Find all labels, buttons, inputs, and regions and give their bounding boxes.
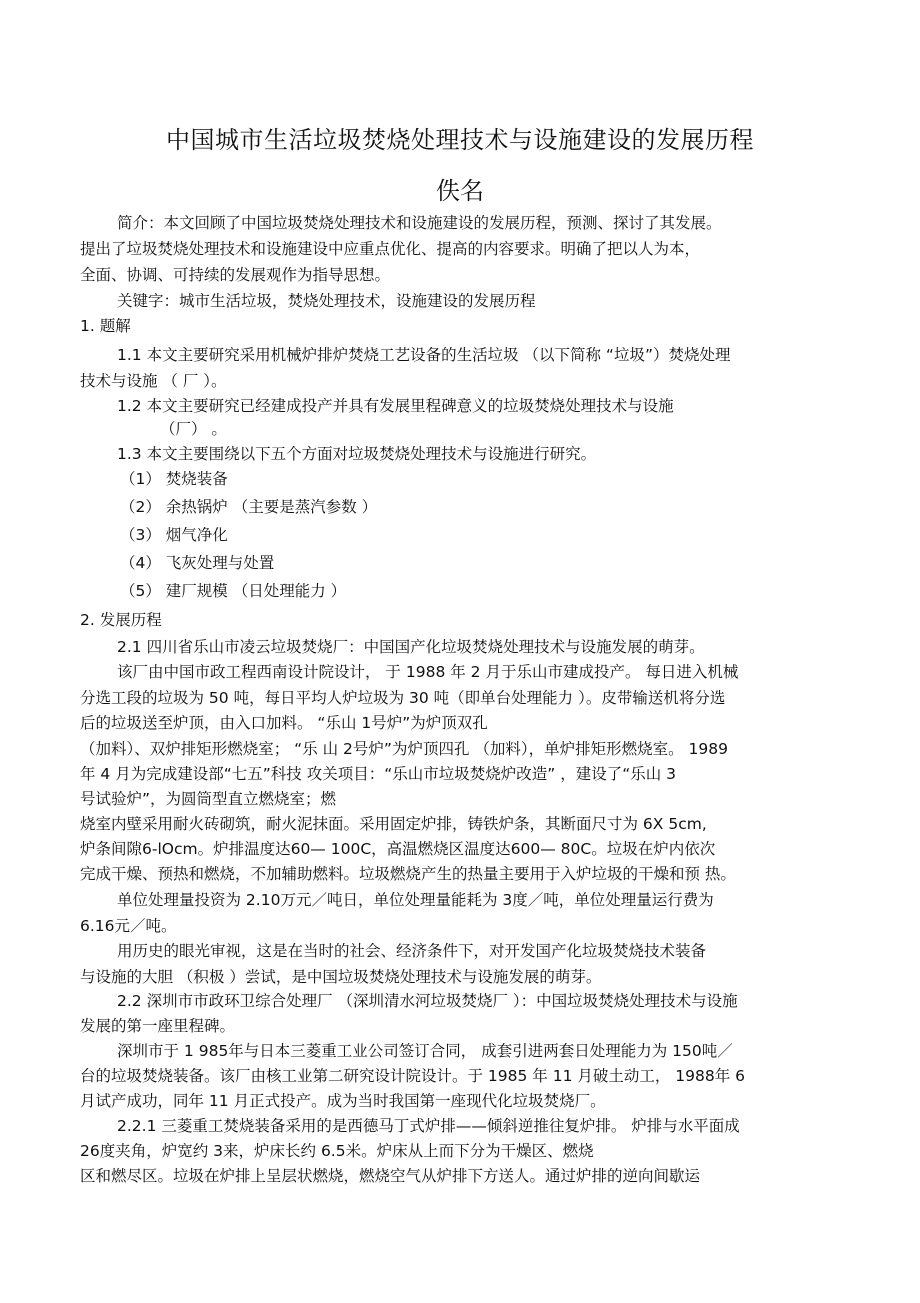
- abstract-line: 全面、协调、可持续的发展观作为指导思想。: [80, 266, 391, 284]
- body-line: 1.3 本文主要围绕以下五个方面对垃圾焚烧处理技术与设施进行研究。: [117, 445, 597, 463]
- list-item: （4） 飞灰处理与处置: [120, 554, 275, 572]
- body-line: 1.1 本文主要研究采用机械炉排炉焚烧工艺设备的生活垃圾 （以下简称 “垃圾”）焚烧处理: [117, 346, 731, 364]
- body-line: 号试验炉”，为圆筒型直立燃烧室；燃: [80, 790, 337, 808]
- body-line: 台的垃圾焚烧装备。该厂由核工业第二研究设计院设计。于 1985 年 11 月破土动工， 1988年 6: [80, 1067, 746, 1085]
- list-item: （3） 烟气净化: [120, 526, 228, 544]
- body-line: 单位处理量投资为 2.10万元／吨日，单位处理量能耗为 3度／吨，单位处理量运行费为: [117, 891, 714, 909]
- body-line: 后的垃圾送至炉顶，由入口加料。 “乐山 1号炉”为炉顶双孔: [80, 714, 488, 732]
- document-title: 中国城市生活垃圾焚烧处理技术与设施建设的发展历程: [166, 126, 754, 154]
- body-line: 年 4 月为完成建设部“七五”科技 攻关项目：“乐山市垃圾焚烧炉改造” ，建设了“乐山 3: [80, 765, 677, 783]
- body-line: 分选工段的垃圾为 50 吨，每日平均人炉垃圾为 30 吨（即单台处理能力 ）。皮带输送机将分选: [80, 689, 726, 707]
- abstract-line: 简介：本文回顾了中国垃圾焚烧处理技术和设施建设的发展历程，预测、探讨了其发展。: [117, 214, 722, 232]
- body-line: 烧室内壁采用耐火砖砌筑，耐火泥抹面。采用固定炉排，铸铁炉条，其断面尺寸为 6X 5cm,: [80, 815, 707, 833]
- body-line: 6.16元／吨。: [80, 917, 177, 935]
- body-line: （加料）、双炉排矩形燃烧室； “乐 山 2号炉”为炉顶四孔 （加料），单炉排矩形燃烧室。 1989: [80, 740, 729, 758]
- body-line: 26度夹角，炉宽约 3来，炉床长约 6.5米。炉床从上而下分为干燥区、燃烧: [80, 1142, 594, 1160]
- body-line: 技术与设施 （ 厂 ）。: [80, 372, 227, 390]
- section-heading: 2. 发展历程: [80, 611, 162, 629]
- body-line: 2.2 深圳市市政环卫综合处理厂 （深圳清水河垃圾焚烧厂 ）：中国垃圾焚烧处理技术与设施: [117, 992, 738, 1010]
- body-line: 炉条间隙6-lOcm。炉排温度达60— 100C，高温燃烧区温度达600— 80C。垃圾在炉内依次: [80, 840, 716, 858]
- body-line: 与设施的大胆 （积极 ）尝试，是中国垃圾焚烧处理技术与设施发展的萌芽。: [80, 968, 602, 986]
- body-line: （厂） 。: [160, 420, 227, 438]
- list-item: （2） 余热锅炉 （主要是蒸汽参数 ）: [120, 498, 378, 516]
- body-line: 区和燃尽区。垃圾在炉排上呈层状燃烧，燃烧空气从炉排下方送人。通过炉排的逆向间歇运: [80, 1167, 701, 1185]
- body-line: 完成干燥、预热和燃烧，不加辅助燃料。垃圾燃烧产生的热量主要用于入炉垃圾的干燥和预 热。: [80, 865, 736, 883]
- body-line: 该厂由中国市政工程西南设计院设计， 于 1988 年 2 月于乐山市建成投产。 每日进入机械: [117, 663, 739, 681]
- body-line: 2.1 四川省乐山市凌云垃圾焚烧厂：中国国产化垃圾焚烧处理技术与设施发展的萌芽。: [117, 638, 705, 656]
- list-item: （5） 建厂规模 （日处理能力 ）: [120, 582, 347, 600]
- body-line: 发展的第一座里程碑。: [80, 1017, 236, 1035]
- section-heading: 1. 题解: [80, 317, 131, 335]
- abstract-line: 提出了垃圾焚烧处理技术和设施建设中应重点优化、提高的内容要求。明确了把以人为本，: [80, 240, 701, 258]
- body-line: 深圳市于 1 985年与日本三菱重工业公司签订合同， 成套引进两套日处理能力为 150吨／: [117, 1042, 733, 1060]
- body-line: 月试产成功，同年 11 月正式投产。成为当时我国第一座现代化垃圾焚烧厂。: [80, 1092, 606, 1110]
- body-line: 1.2 本文主要研究已经建成投产并具有发展里程碑意义的垃圾焚烧处理技术与设施: [117, 397, 674, 415]
- document-author: 佚名: [436, 177, 484, 205]
- keywords-line: 关键字：城市生活垃圾，焚烧处理技术，设施建设的发展历程: [117, 292, 536, 310]
- list-item: （1） 焚烧装备: [120, 470, 228, 488]
- body-line: 用历史的眼光审视，这是在当时的社会、经济条件下，对开发国产化垃圾焚烧技术装备: [117, 942, 707, 960]
- body-line: 2.2.1 三菱重工焚烧装备采用的是西德马丁式炉排——倾斜逆推往复炉排。 炉排与水平面成: [117, 1117, 740, 1135]
